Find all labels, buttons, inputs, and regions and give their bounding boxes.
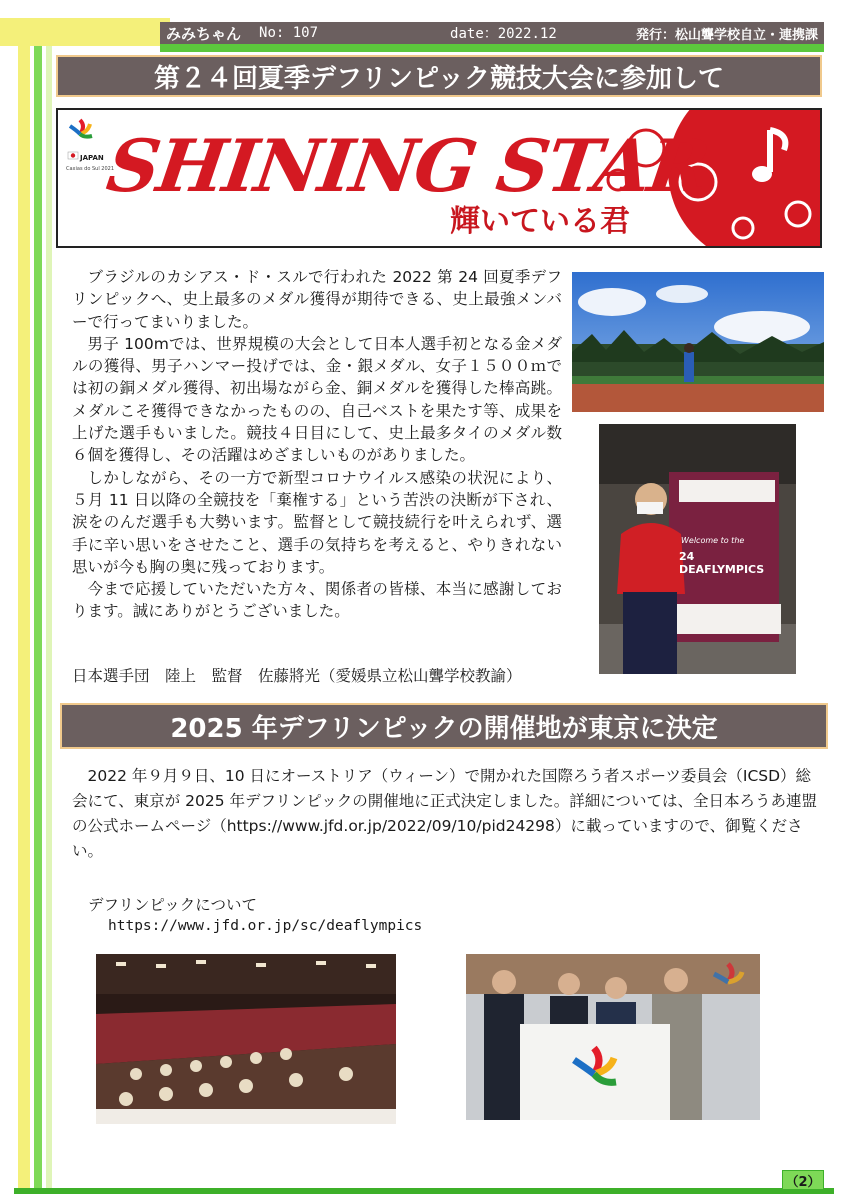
about-deaflympics-label: デフリンピックについて — [88, 896, 257, 914]
signature: 日本選手団 陸上 監督 佐藤將光（愛媛県立松山聾学校教諭） — [72, 667, 522, 685]
banner-subtitle: 輝いている君 — [450, 204, 630, 239]
left-decor-yellow-bar — [18, 22, 30, 1192]
section2-body: 2022 年９月９日、10 日にオーストリア（ウィーン）で開かれた国際ろう者スポーツ委員会（ICSD）総会にて、東京が 2025 年デフリンピックの開催地に正式決定しました。詳細については、全日本ろうあ連盟の公式ホームページ（https://www.jfd.or.jp/2022/09/10/pid24298）に載っていますので、御覧ください。 — [72, 767, 817, 860]
newsletter-header — [160, 22, 824, 44]
banner-deaflympics-text: 24 DEAFLYMPICS — [679, 550, 765, 576]
banner-logo-text: JAPAN — [80, 154, 104, 162]
footer-green-line — [14, 1188, 834, 1194]
about-deaflympics-link[interactable]: https://www.jfd.or.jp/sc/deaflympics — [108, 918, 423, 934]
paragraph: 男子 100mでは、世界規模の大会として日本人選手初となる金メダルの獲得、男子ハンマー投げでは、金・銀メダル、女子１５００ｍでは初の銅メダル獲得、初出場ながら金、銅メダルを獲得した棒高跳。メダルこそ獲得できなかったものの、自己ベストを果たす等、成果を上げた選手もいました。競技４日目にして、史上最多タイのメダル数６個を獲得し、その活躍はめざましいものがありました。 — [72, 334, 562, 465]
left-decor-pale-bar — [46, 22, 52, 1192]
section2-title: 2025 年デフリンピックの開催地が東京に決定 — [60, 703, 828, 749]
coach-with-banner-photo — [599, 424, 796, 674]
assembly-hall-photo — [96, 954, 396, 1124]
publisher: 発行：松山聾学校自立・連携課 — [635, 27, 818, 43]
header-yellow-strip — [0, 18, 170, 46]
banner-title: SHINING STAR — [102, 123, 713, 208]
section1-title: 第２４回夏季デフリンピック競技大会に参加して — [56, 55, 822, 97]
stadium-photo — [572, 272, 824, 412]
banner-welcome-text: Welcome to the — [681, 536, 745, 545]
paragraph: 今まで応援していただいた方々、関係者の皆様、本当に感謝しております。誠にありがとうございました。 — [72, 580, 562, 621]
header-green-strip — [160, 44, 824, 52]
issue-date: date：2022.12 — [450, 26, 557, 42]
page-number: （2） — [782, 1170, 824, 1190]
banner-logo-subtext: Caxias do Sul 2021 — [66, 166, 115, 172]
shining-star-banner — [56, 108, 822, 248]
issue-number: No: 107 — [259, 25, 319, 41]
section1-body — [72, 266, 562, 623]
newsletter-name: みみちゃん — [166, 24, 242, 43]
left-decor-green-bar — [34, 22, 42, 1192]
flag-holding-photo — [466, 954, 760, 1120]
paragraph: しかしながら、その一方で新型コロナウイルス感染の状況により、５月 11 日以降の全競技を「棄権する」という苦渋の決断が下され、涙をのんだ選手も大勢います。監督として競技続行を叶えられず、選手に辛い思いをさせたこと、選手の気持ちを考えると、やりきれない思いが今も胸の奥に残っております。 — [72, 468, 562, 576]
paragraph: ブラジルのカシアス・ド・スルで行われた 2022 第 24 回夏季デフリンピックへ、史上最多のメダル獲得が期待できる、史上最強メンバーで行ってまいりました。 — [72, 268, 562, 331]
